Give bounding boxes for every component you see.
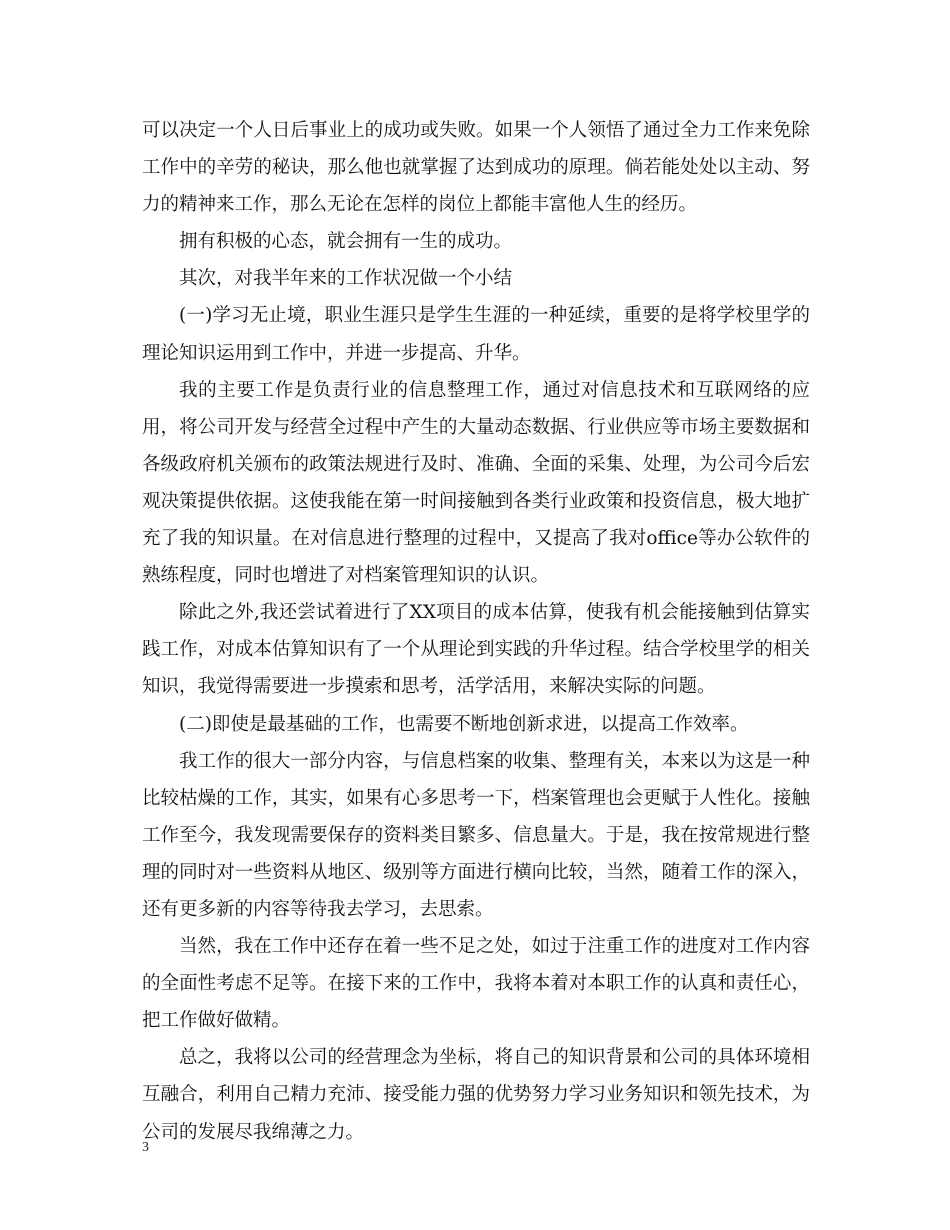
paragraph-9: 当然，我在工作中还存在着一些不足之处，如过于注重工作的进度对工作内容的全面性考虑不足等。在接下来的工作中，我将本着对本职工作的认真和责任心，把工作做好做精。 (142, 936, 810, 1032)
paragraph-10: 总之，我将以公司的经营理念为坐标，将自己的知识背景和公司的具体环境相互融合，利用自己精力充沛、接受能力强的优势努力学习业务知识和领先技术，为公司的发展尽我绵薄之力。 (142, 1047, 810, 1143)
paragraph-3: 其次，对我半年来的工作状况做一个小结 (179, 268, 513, 290)
paragraph-4: (一)学习无止境，职业生涯只是学生生涯的一种延续，重要的是将学校里学的理论知识运用到工作中，并进一步提高、升华。 (142, 305, 810, 364)
paragraph-2: 拥有积极的心态，就会拥有一生的成功。 (179, 231, 513, 253)
paragraph-5: 我的主要工作是负责行业的信息整理工作，通过对信息技术和互联网络的应用，将公司开发与经营全过程中产生的大量动态数据、行业供应等市场主要数据和各级政府机关颁布的政策法规进行及时、准确、全面的采集、处理，为公司今后宏观决策提供依据。这使我能在第一时间接触到各类行业政策和投资信息，极大地扩充了我的知识量。在对信息进行整理的过程中，又提高了我对office等办公软件的熟练程度，同时也增进了对档案管理知识的认识。 (142, 379, 810, 587)
paragraph-6: 除此之外,我还尝试着进行了XX项目的成本估算，使我有机会能接触到估算实践工作，对成本估算知识有了一个从理论到实践的升华过程。结合学校里学的相关知识，我觉得需要进一步摸索和思考，活学活用，来解决实际的问题。 (142, 602, 810, 698)
paragraph-7: (二)即使是最基础的工作，也需要不断地创新求进，以提高工作效率。 (179, 713, 749, 735)
document-body (142, 112, 810, 1151)
paragraph-8: 我工作的很大一部分内容，与信息档案的收集、整理有关，本来以为这是一种比较枯燥的工作，其实，如果有心多思考一下，档案管理也会更赋于人性化。接触工作至今，我发现需要保存的资料类目繁多、信息量大。于是，我在按常规进行整理的同时对一些资料从地区、级别等方面进行横向比较，当然，随着工作的深入，还有更多新的内容等待我去学习，去思索。 (142, 750, 810, 920)
page-number: 3 (142, 1140, 149, 1155)
paragraph-1: 可以决定一个人日后事业上的成功或失败。如果一个人领悟了通过全力工作来免除工作中的辛劳的秘诀，那么他也就掌握了达到成功的原理。倘若能处处以主动、努力的精神来工作，那么无论在怎样的岗位上都能丰富他人生的经历。 (142, 120, 810, 216)
